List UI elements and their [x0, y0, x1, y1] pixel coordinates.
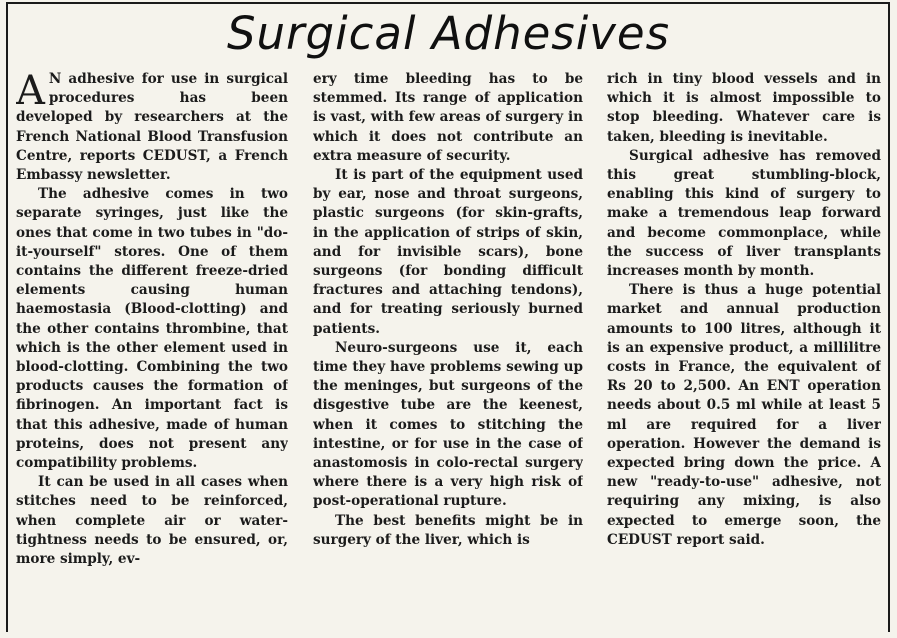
article-paragraph: It is part of the equipment used by ear, nose and throat surgeons, plastic surgeons (for skin-grafts, in the application of strips of skin, and for invisible scars), bone surgeons (for bonding difficult fractures and attaching tendons), and for treating seriously burned patients. [313, 167, 583, 337]
article-paragraph: It can be used in all cases when stitches need to be reinforced, when complete air or water-tightness needs to be ensured, or, more simply, ev- [16, 474, 288, 568]
clipping-border-left [6, 2, 8, 632]
article-paragraph: Neuro-surgeons use it, each time they have problems sewing up the meninges, but surgeons of the disgestive tube are the keenest, when it comes to stitching the intestine, or for use in the case of anastomosis in colo-rectal surgery where there is a very high risk of post-operational rupture. [313, 339, 583, 510]
article-paragraph: The adhesive comes in two separate syringes, just like the ones that come in two tubes in "do-it-yourself" stores. One of them contains the different freeze-dried elements causing human haemostasia (Blood-clotting) and the other contains thrombine, that which is the other element used in blood-clotting. Combining the two products causes the formation of fibrinogen. An important fact is that this adhesive, made of human proteins, does not present any compatibility problems. [16, 186, 288, 472]
article-headline: Surgical Adhesives [226, 7, 671, 60]
article-column-2 [313, 70, 583, 636]
article-paragraph: ery time bleeding has to be stemmed. Its range of application is vast, with few areas of surgery in which it does not contribute an extra measure of security. [313, 71, 583, 164]
drop-cap: A [16, 70, 45, 114]
article-paragraph [16, 70, 288, 185]
article-column-1 [16, 70, 288, 636]
paragraph-text: N adhesive for use in surgical procedures has been developed by researchers at the French National Blood Transfusion Centre, reports CEDUST, a French Embassy newsletter. [16, 71, 288, 184]
article-paragraph: Surgical adhesive has removed this great stumbling-block, enabling this kind of surgery to make a tremendous leap forward and become commonplace, while the success of liver transplants increases month by month. [607, 147, 881, 280]
clipping-border-top [6, 2, 890, 4]
clipping-border-right [888, 2, 890, 632]
article-column-3 [607, 70, 881, 636]
article-paragraph: rich in tiny blood vessels and in which it is almost impossible to stop bleeding. Whatever care is taken, bleeding is inevitable. [607, 71, 881, 145]
article-paragraph: There is thus a huge potential market and annual production amounts to 100 litres, although it is an expensive product, a millilitre costs in France, the equivalent of Rs 20 to 2,500. An ENT operation needs about 0.5 ml while at least 5 ml are required for a liver operation. However the demand is expected bring down the price. A new "ready-to-use" adhesive, not requiring any mixing, is also expected to emerge soon, the CEDUST report said. [607, 282, 881, 548]
article-paragraph: The best benefits might be in surgery of the liver, which is [313, 512, 583, 548]
